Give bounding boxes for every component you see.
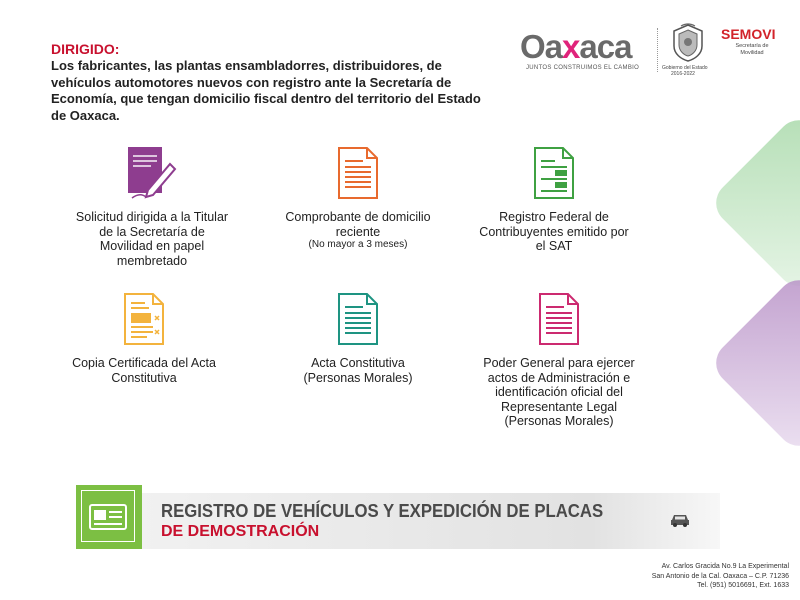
semovi-logo: SEMOVI <box>721 26 776 42</box>
decorative-green-diamond <box>707 111 800 295</box>
state-seal-icon <box>667 22 709 64</box>
requirement-acta-constitutiva <box>283 292 433 385</box>
requirement-note: (No mayor a 3 meses) <box>308 239 408 250</box>
vehicle-card-icon <box>76 485 142 549</box>
requirement-label: Acta Constitutiva (Personas Morales) <box>303 356 413 385</box>
signed-document-icon <box>126 146 178 200</box>
logo-divider <box>657 28 659 72</box>
footer-address <box>652 562 789 591</box>
oaxaca-wordmark: Oaxaca <box>520 28 632 65</box>
page-heading: DIRIGIDO: <box>51 41 120 57</box>
document-icon <box>536 292 582 346</box>
semovi-subtitle: Secretaría de Movilidad <box>735 43 769 56</box>
document-icon <box>335 146 381 200</box>
requirement-rfc <box>479 146 629 254</box>
address-line: Av. Carlos Gracida No.9 La Experimental <box>661 563 789 570</box>
banner-title: REGISTRO DE VEHÍCULOS Y EXPEDICIÓN DE PLACAS <box>161 501 604 521</box>
requirement-label: Registro Federal de Contribuyentes emitido por el SAT <box>479 210 629 253</box>
id-card-icon <box>82 491 134 541</box>
oaxaca-tagline: JUNTOS CONSTRUIMOS EL CAMBIO <box>526 65 640 71</box>
certified-document-icon <box>121 292 167 346</box>
banner-subtitle: DE DEMOSTRACIÓN <box>161 523 320 540</box>
form-document-icon <box>531 146 577 200</box>
decorative-purple-diamond <box>707 271 800 455</box>
intro-text: Los fabricantes, las plantas ensambladorres, distribuidores, de vehículos automotores nuevos con registro ante la Secretaría de Economía, que tengan domicilio fiscal dentro del territorio del Estado de Oaxaca. <box>51 58 481 123</box>
requirement-label: Poder General para ejercer actos de Administración e identificación oficial del Representante Legal (Personas Morales) <box>483 356 635 428</box>
government-period: 2016-2022 <box>671 71 695 77</box>
oaxaca-logo <box>520 28 654 78</box>
government-label: Gobierno del Estado <box>662 65 708 71</box>
requirement-label: Solicitud dirigida a la Titular de la Secretaría de Movilidad en papel membretado <box>75 210 229 268</box>
requirement-label: Copia Certificada del Acta Constitutiva <box>72 356 216 385</box>
requirement-copia-certificada <box>69 292 219 385</box>
address-line: San Antonio de la Cal. Oaxaca – C.P. 71236 <box>651 572 789 580</box>
requirement-label: Comprobante de domicilio reciente <box>285 210 431 239</box>
requirement-solicitud <box>72 146 232 268</box>
requirement-poder-general <box>479 292 639 429</box>
banner-icon-frame <box>81 490 135 542</box>
address-line: Tel. (951) 5016691, Ext. 1633 <box>697 582 789 589</box>
requirement-comprobante <box>283 146 433 251</box>
document-icon <box>335 292 381 346</box>
car-icon <box>669 512 691 528</box>
